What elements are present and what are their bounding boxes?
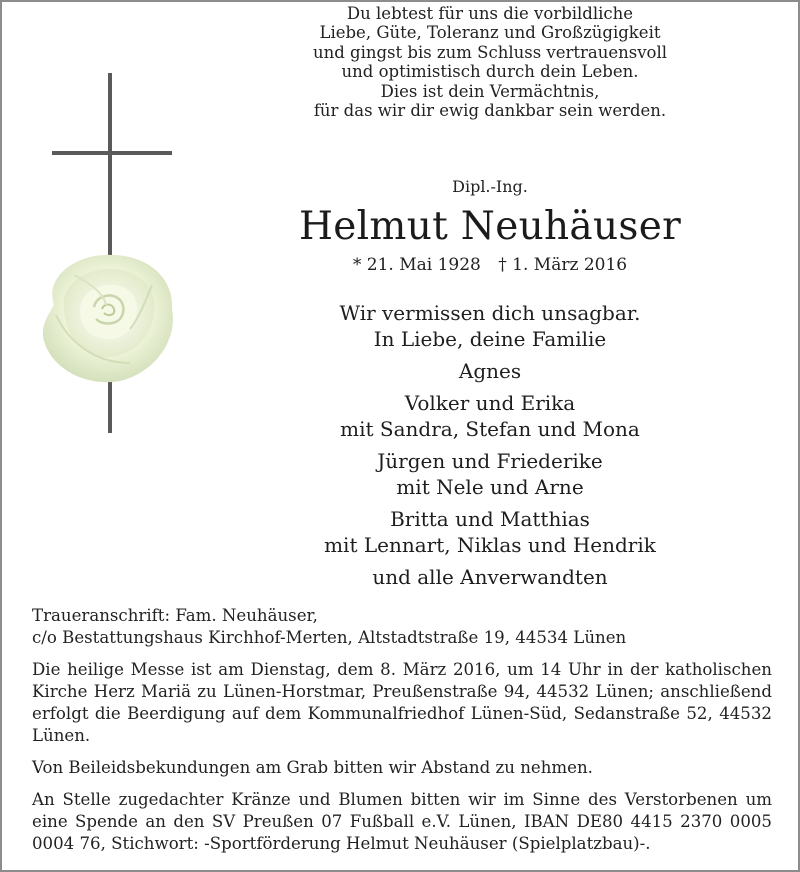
family-member: mit Lennart, Niklas und Hendrik [324,533,656,557]
mass-paragraph: Die heilige Messe ist am Dienstag, dem 8. März 2016, um 14 Uhr in der katholischen Kirche Herz Mariä zu Lünen-Horstmar, Preußenstraße 94, 44532 Lünen; anschließend erfolgt die Beerdigung auf dem Kommunalfriedhof Lünen-Süd, Sedanstraße 52, 44532 Lünen. [32,660,772,745]
donation-paragraph: An Stelle zugedachter Kränze und Blumen bitten wir im Sinne des Verstorbenen um eine Spende an den SV Preußen 07 Fußball e.V. Lünen, IBAN DE80 4415 2370 0005 0004 76, Stichwort: -Sportförderung Helmut Neuhäuser (Spielplatzbau)-. [32,790,772,853]
family-member: Jürgen und Friederike [377,449,603,473]
deceased-name: Helmut Neuhäuser [298,204,682,249]
cross-bar [52,151,172,155]
poem-line: und optimistisch durch dein Leben. [341,62,639,82]
life-dates [290,255,690,275]
family-intro: Wir vermissen dich unsagbar. [339,301,641,325]
family-member: mit Sandra, Stefan und Mona [340,417,640,441]
family-member: Volker und Erika [404,391,576,415]
notice-details [32,605,772,855]
rose-icon [34,245,180,387]
poem-line: und gingst bis zum Schluss vertrauensvoll [312,42,668,62]
poem [280,4,700,120]
family-member: Agnes [458,359,522,383]
poem-line: für das wir dir ewig dankbar sein werden. [313,101,667,121]
condolence-note: Von Beileidsbekundungen am Grab bitten wir Abstand zu nehmen. [32,758,593,777]
poem-line: Liebe, Güte, Toleranz und Großzügigkeit [319,23,661,43]
family-member: und alle Anverwandten [372,565,608,589]
family-member: Britta und Matthias [390,507,590,531]
address-line: c/o Bestattungshaus Kirchhof-Merten, Altstadtstraße 19, 44534 Lünen [32,628,627,647]
birth-date: * 21. Mai 1928 [352,255,481,275]
family-intro: In Liebe, deine Familie [373,327,607,351]
academic-title: Dipl.-Ing. [452,177,528,196]
address-line: Traueranschrift: Fam. Neuhäuser, [32,606,318,625]
poem-line: Du lebtest für uns die vorbildliche [346,4,634,23]
family-block [270,300,710,590]
family-member: mit Nele und Arne [396,475,584,499]
death-date: † 1. März 2016 [498,255,628,275]
poem-line: Dies ist dein Vermächtnis, [380,81,600,101]
